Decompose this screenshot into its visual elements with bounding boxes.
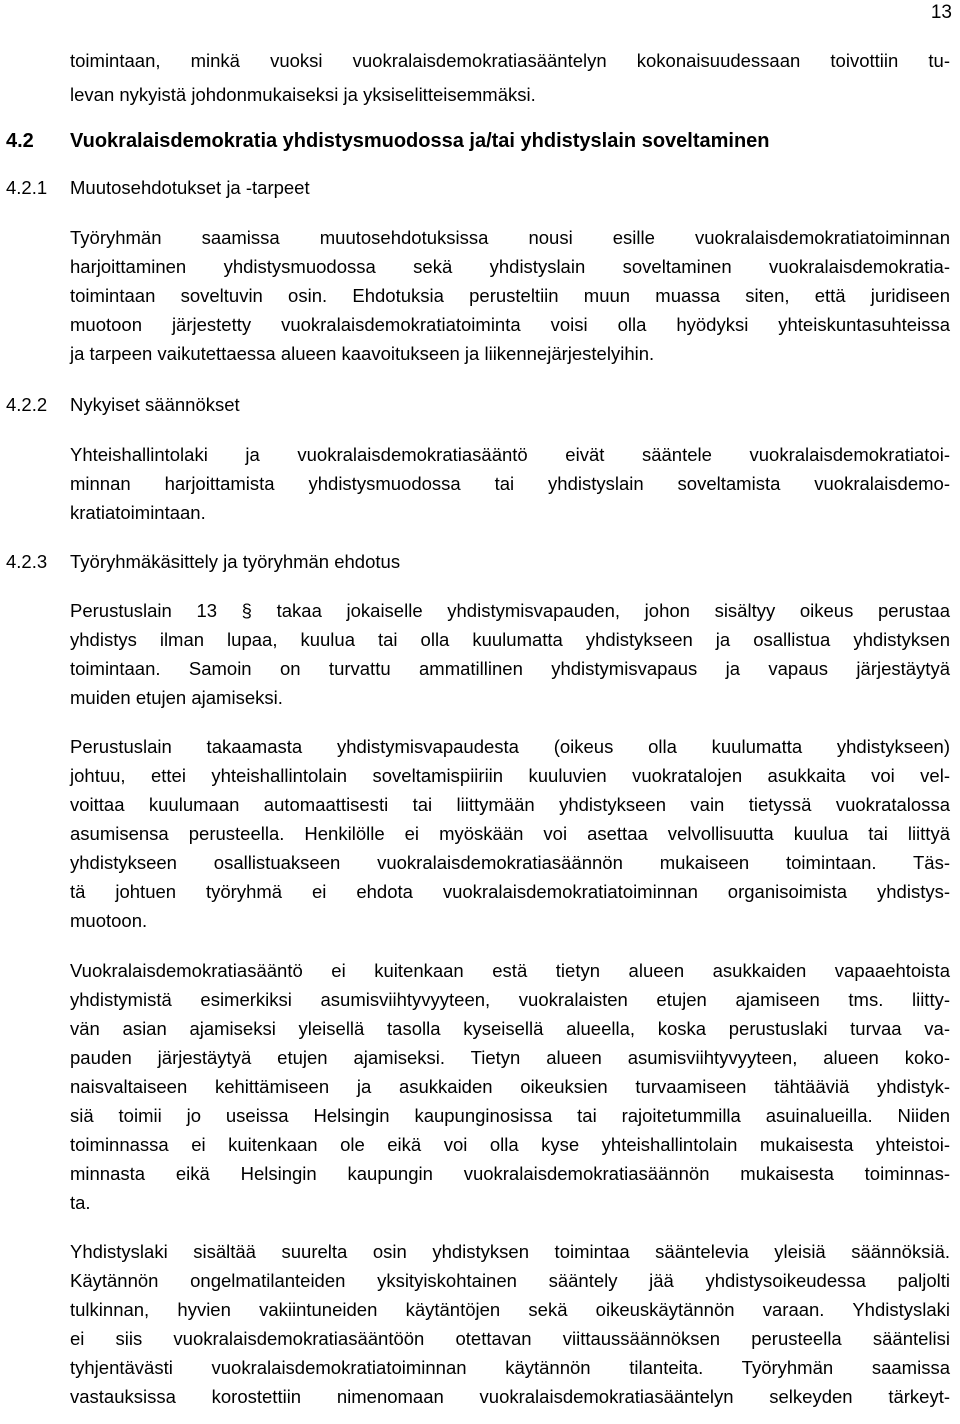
body-line: ja tarpeen vaikutettaessa alueen kaavoitukseen ja liikennejärjestelyihin. bbox=[70, 343, 655, 364]
subsection-heading: Muutosehdotukset ja -tarpeet bbox=[70, 177, 310, 198]
body-line: yhdistymistä esimerkiksi asumisviihtyvyyteen, vuokralaisten etujen ajamiseen tms. liitty- bbox=[70, 989, 950, 1010]
body-line: harjoittaminen yhdistysmuodossa sekä yhdistyslain soveltaminen vuokralaisdemokratia- bbox=[70, 256, 950, 277]
body-line: Työryhmän saamissa muutosehdotuksissa nousi esille vuokralaisdemokratiatoiminnan bbox=[70, 227, 950, 248]
body-line: siä toimii jo useissa Helsingin kaupunginosissa tai rajoitetummilla asuinalueilla. Niiden bbox=[70, 1105, 950, 1126]
body-line: asumisensa perusteella. Henkilölle ei myöskään voi asettaa velvollisuutta kuulua tai liittyä bbox=[70, 823, 950, 844]
subsection-number: 4.2.3 bbox=[6, 551, 48, 572]
section-number: 4.2 bbox=[6, 130, 34, 152]
subsection-heading: Työryhmäkäsittely ja työryhmän ehdotus bbox=[70, 551, 401, 572]
body-line: Perustuslain 13 § takaa jokaiselle yhdistymisvapauden, johon sisältyy oikeus perustaa bbox=[70, 600, 950, 621]
body-line: toimintaan soveltuvin osin. Ehdotuksia perusteltiin muun muassa siten, että juridiseen bbox=[70, 285, 950, 306]
body-line: levan nykyistä johdonmukaiseksi ja yksiselitteisemmäksi. bbox=[70, 84, 536, 105]
body-line: vastauksissa korostettiin nimenomaan vuokralaisdemokratiasääntelyn selkeyden tärkeyt- bbox=[70, 1386, 950, 1407]
body-line: kratiatoimintaan. bbox=[70, 502, 206, 523]
body-line: tyhjentävästi vuokralaisdemokratiatoiminnan käytännön tilanteita. Työryhmän saamissa bbox=[70, 1357, 950, 1378]
body-line: vän asian ajamiseksi yleisellä tasolla kyseisellä alueella, koska perustuslaki turvaa va- bbox=[70, 1018, 950, 1039]
body-line: yhdistykseen osallistuakseen vuokralaisdemokratiasäännön mukaiseen toimintaan. Täs- bbox=[70, 852, 950, 873]
body-line: Käytännön ongelmatilanteiden yksityiskohtainen sääntely jää yhdistysoikeudessa paljolti bbox=[70, 1270, 950, 1291]
body-line: minnasta eikä Helsingin kaupungin vuokralaisdemokratiasäännön mukaisesta toiminnas- bbox=[70, 1163, 950, 1184]
page-number: 13 bbox=[930, 2, 952, 23]
body-line: naisvaltaiseen kehittämiseen ja asukkaiden oikeuksien turvaamiseen tähtääviä yhdistyk- bbox=[70, 1076, 950, 1097]
body-line: Yhteishallintolaki ja vuokralaisdemokratiasääntö eivät sääntele vuokralaisdemokratiatoi- bbox=[70, 444, 950, 465]
body-line: muotoon. bbox=[70, 910, 148, 931]
body-line: yhdistys ilman lupaa, kuulua tai olla kuulumatta yhdistykseen ja osallistua yhdistyksen bbox=[70, 629, 950, 650]
body-line: ei siis vuokralaisdemokratiasääntöön otettavan viittaussäännöksen perusteella sääntelisi bbox=[70, 1328, 950, 1349]
subsection-number: 4.2.2 bbox=[6, 394, 48, 415]
body-line: pauden järjestäytyä etujen ajamiseksi. Tietyn alueen asumisviihtyvyyteen, alueen koko- bbox=[70, 1047, 950, 1068]
body-line: toiminnassa ei kuitenkaan ole eikä voi olla kyse yhteishallintolain mukaisesta yhteistoi- bbox=[70, 1134, 950, 1155]
body-line: toimintaan. Samoin on turvattu ammatillinen yhdistymisvapaus ja vapaus järjestäytyä bbox=[70, 658, 950, 679]
subsection-heading: Nykyiset säännökset bbox=[70, 394, 240, 415]
body-line: minnan harjoittamista yhdistysmuodossa tai yhdistyslain soveltamista vuokralaisdemo- bbox=[70, 473, 950, 494]
body-line: tä johtuen työryhmä ei ehdota vuokralaisdemokratiatoiminnan organisoimista yhdistys- bbox=[70, 881, 950, 902]
body-line: muiden etujen ajamiseksi. bbox=[70, 687, 283, 708]
body-line: voittaa kuulumaan automaattisesti tai liittymään yhdistykseen vain tietyssä vuokratalossa bbox=[70, 794, 950, 815]
body-line: muotoon järjestetty vuokralaisdemokratiatoiminta voisi olla hyödyksi yhteiskuntasuhteissa bbox=[70, 314, 950, 335]
subsection-number: 4.2.1 bbox=[6, 177, 48, 198]
body-line: Perustuslain takaamasta yhdistymisvapaudesta (oikeus olla kuulumatta yhdistykseen) bbox=[70, 736, 950, 757]
body-line: ta. bbox=[70, 1192, 91, 1213]
body-line: toimintaan, minkä vuoksi vuokralaisdemokratiasääntelyn kokonaisuudessaan toivottiin tu- bbox=[70, 50, 950, 71]
body-line: johtuu, ettei yhteishallintolain soveltamispiiriin kuuluvien vuokratalojen asukkaita voi vel- bbox=[70, 765, 950, 786]
body-line: tulkinnan, hyvien vakiintuneiden käytäntöjen sekä oikeuskäytännön varaan. Yhdistyslaki bbox=[70, 1299, 950, 1320]
body-line: Yhdistyslaki sisältää suurelta osin yhdistyksen toimintaa sääntelevia yleisiä säännöksiä. bbox=[70, 1241, 950, 1262]
body-line: Vuokralaisdemokratiasääntö ei kuitenkaan estä tietyn alueen asukkaiden vapaaehtoista bbox=[70, 960, 950, 981]
section-heading: Vuokralaisdemokratia yhdistysmuodossa ja/tai yhdistyslain soveltaminen bbox=[70, 130, 770, 152]
